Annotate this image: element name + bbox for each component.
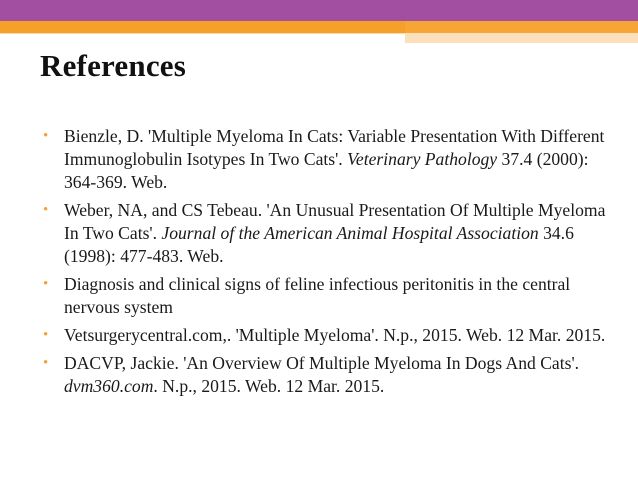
reference-text: Bienzle, D. 'Multiple Myeloma In Cats: Variable Presentation With Different Immunoglobulin Isotypes In Two Cats'. xyxy=(64,126,605,169)
reference-journal: Veterinary Pathology xyxy=(347,149,498,169)
reference-details: . N.p., 2015. Web. 12 Mar. 2015. xyxy=(153,376,385,396)
header-orange-bar-accent xyxy=(405,21,638,33)
reference-item xyxy=(40,352,610,398)
bullet-icon: • xyxy=(43,355,49,371)
reference-text: Diagnosis and clinical signs of feline infectious peritonitis in the central nervous system xyxy=(64,274,571,317)
header-pale-bar xyxy=(405,33,638,43)
reference-details: 37.4 (2000): 364-369. Web. xyxy=(64,149,589,192)
reference-journal: dvm360.com xyxy=(64,376,154,396)
header-purple-bar xyxy=(0,0,638,21)
reference-text: Vetsurgerycentral.com,. 'Multiple Myeloma'. N.p., 2015. Web. 12 Mar. 2015. xyxy=(64,325,606,345)
bullet-icon: • xyxy=(43,128,49,144)
header-orange-bar xyxy=(0,21,405,33)
reference-details: 34.6 (1998): 477-483. Web. xyxy=(64,223,574,266)
bullet-icon: • xyxy=(43,202,49,218)
slide-title: References xyxy=(40,48,187,83)
reference-item xyxy=(40,324,610,347)
reference-text: DACVP, Jackie. 'An Overview Of Multiple Myeloma In Dogs And Cats'. xyxy=(64,353,580,373)
reference-journal: Journal of the American Animal Hospital Association xyxy=(161,223,539,243)
reference-item xyxy=(40,125,610,194)
bullet-icon: • xyxy=(43,276,49,292)
bullet-icon: • xyxy=(43,327,49,343)
header-divider xyxy=(0,33,405,34)
reference-item xyxy=(40,199,610,268)
reference-text: Weber, NA, and CS Tebeau. 'An Unusual Presentation Of Multiple Myeloma In Two Cats'. xyxy=(64,200,606,243)
reference-item xyxy=(40,273,610,319)
reference-list xyxy=(40,125,610,403)
